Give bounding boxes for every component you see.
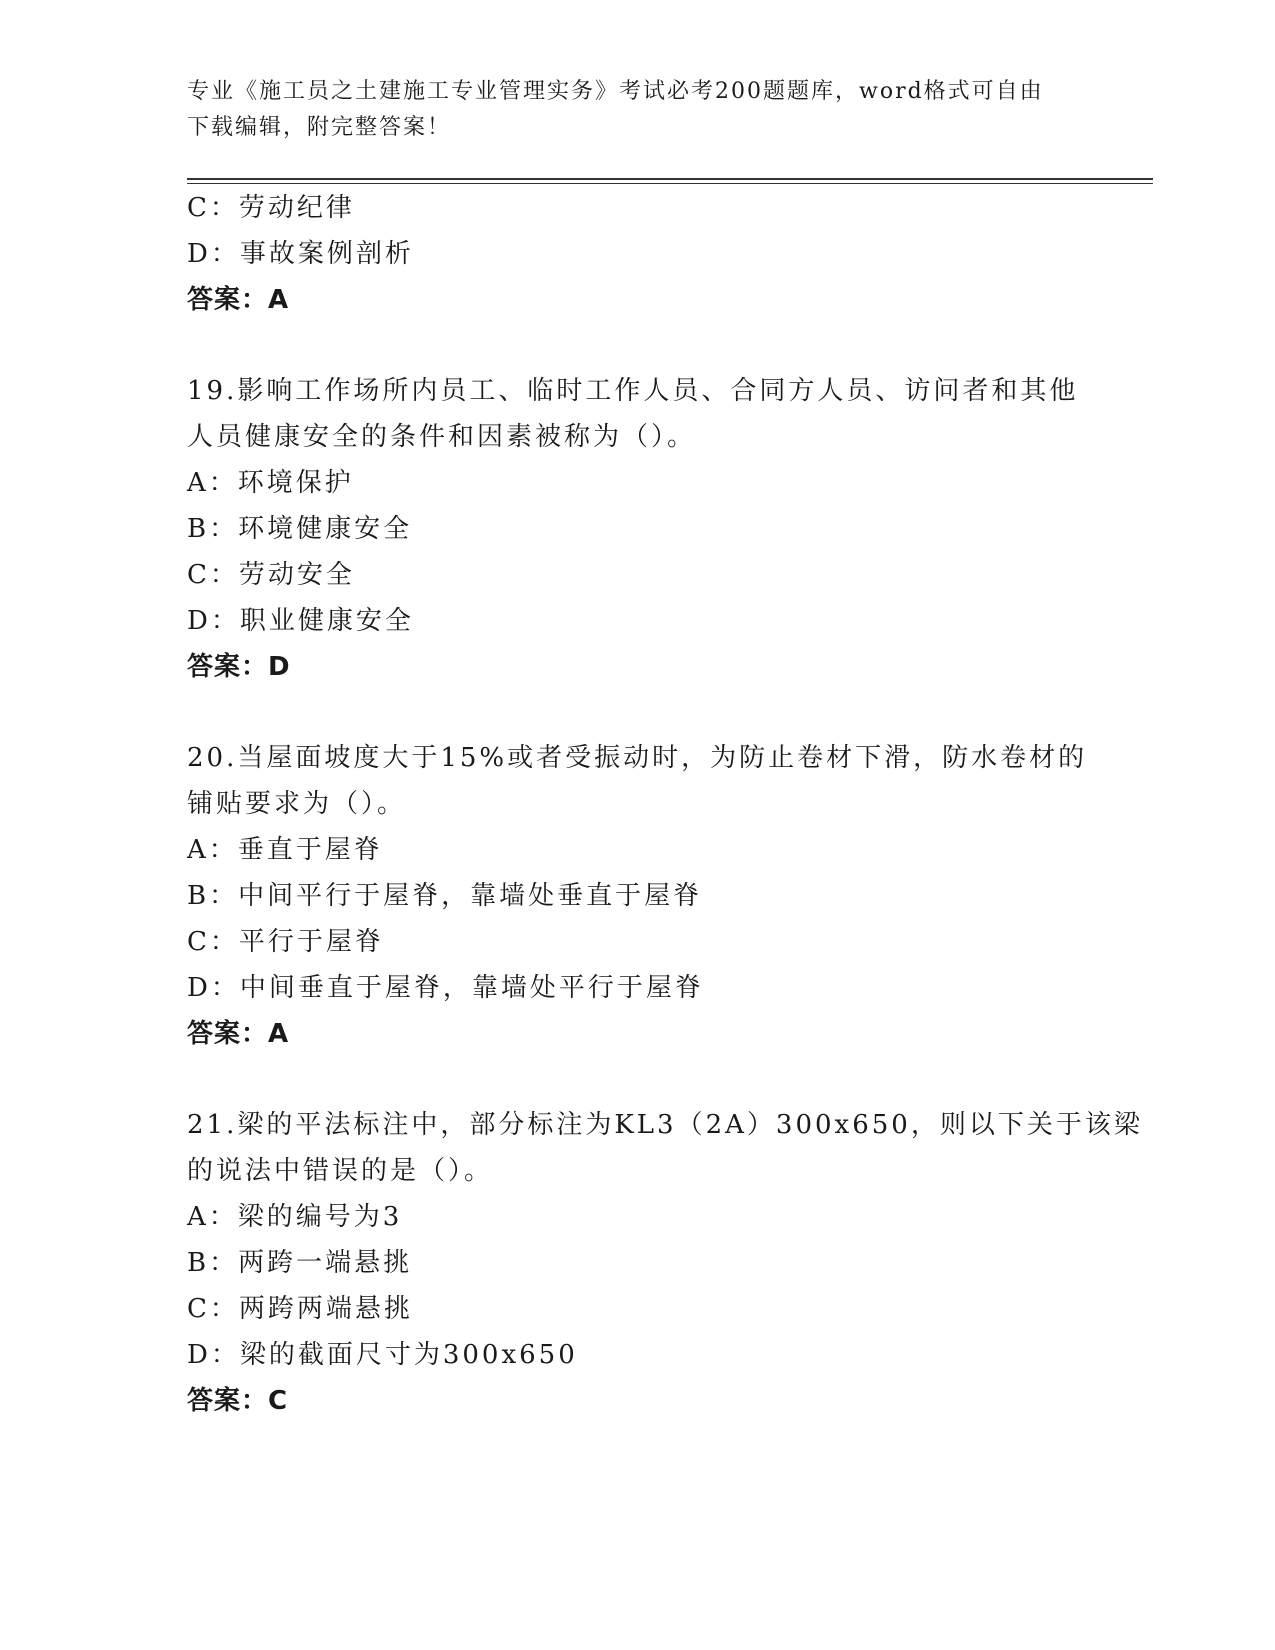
header-line-2: 下载编辑，附完整答案！ — [187, 115, 452, 140]
question-20 — [187, 735, 1087, 1057]
answer: 答案：D — [187, 652, 291, 682]
question-stem-continued: 的说法中错误的是（）。 — [187, 1156, 494, 1186]
document-body — [187, 185, 1143, 1424]
question-19 — [187, 368, 1087, 690]
option-d: D：职业健康安全 — [187, 606, 414, 636]
option-a: A：垂直于屋脊 — [187, 835, 383, 865]
option-d: D：中间垂直于屋脊，靠墙处平行于屋脊 — [187, 973, 704, 1003]
option-b: B：两跨一端悬挑 — [187, 1248, 413, 1278]
question-21 — [187, 1102, 1143, 1424]
option-a: A：梁的编号为3 — [187, 1202, 403, 1232]
answer: 答案：C — [187, 1386, 289, 1416]
option-a: A：环境保护 — [187, 468, 354, 498]
question-18-tail — [187, 185, 1087, 323]
option-b: B：环境健康安全 — [187, 514, 413, 544]
option-d: D：梁的截面尺寸为300x650 — [187, 1340, 578, 1370]
question-stem: 21.梁的平法标注中，部分标注为KL3（2A）300x650，则以下关于该梁 — [187, 1110, 1143, 1140]
option-c: C：劳动纪律 — [187, 193, 355, 223]
question-stem-continued: 人员健康安全的条件和因素被称为（）。 — [187, 422, 697, 452]
header-divider-thick — [187, 178, 1153, 180]
answer: 答案：A — [187, 285, 290, 315]
question-stem: 19.影响工作场所内员工、临时工作人员、合同方人员、访问者和其他 — [187, 376, 1079, 406]
answer: 答案：A — [187, 1019, 290, 1049]
option-c: C：平行于屋脊 — [187, 927, 384, 957]
option-b: B：中间平行于屋脊，靠墙处垂直于屋脊 — [187, 881, 703, 911]
option-c: C：两跨两端悬挑 — [187, 1294, 413, 1324]
document-header — [187, 74, 1067, 146]
question-stem: 20.当屋面坡度大于15%或者受振动时，为防止卷材下滑，防水卷材的 — [187, 743, 1088, 773]
option-d: D：事故案例剖析 — [187, 239, 414, 269]
option-c: C：劳动安全 — [187, 560, 355, 590]
header-divider-thin — [187, 183, 1153, 184]
header-line-1: 专业《施工员之土建施工专业管理实务》考试必考200题题库，word格式可自由 — [187, 79, 1044, 104]
question-stem-continued: 铺贴要求为（）。 — [187, 789, 407, 819]
